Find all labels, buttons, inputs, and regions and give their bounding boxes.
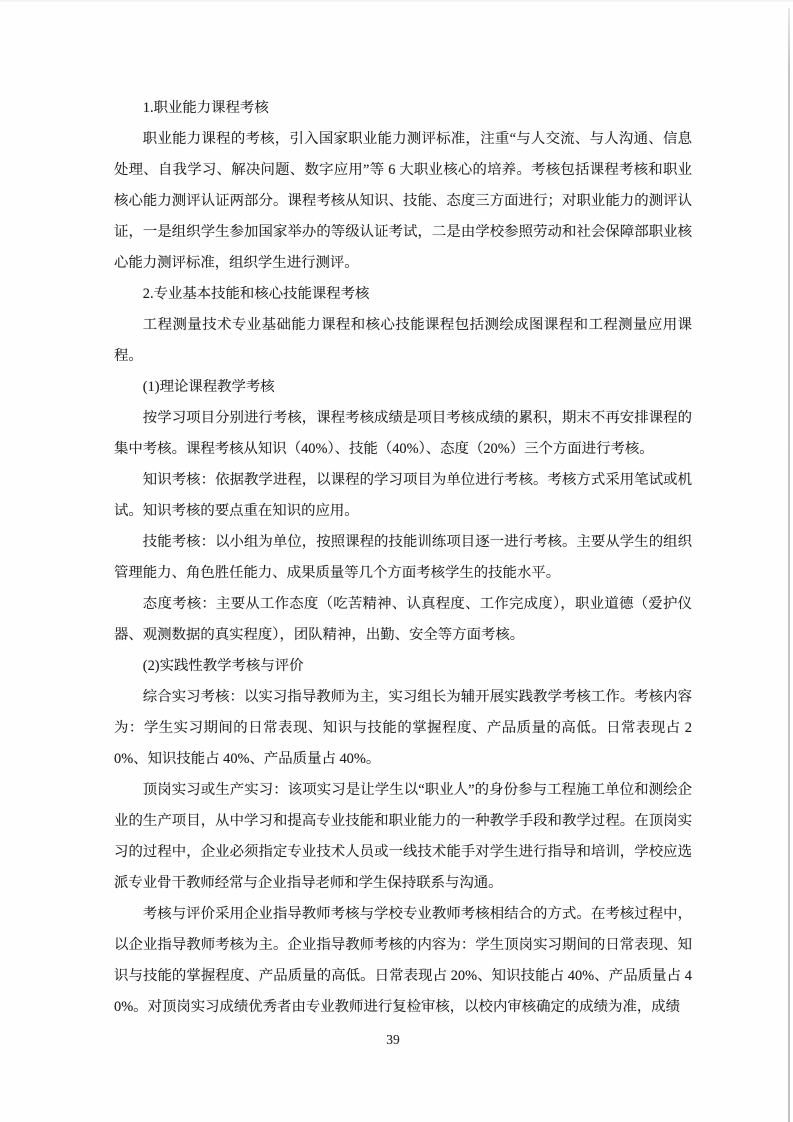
paragraph-body: 态度考核：主要从工作态度（吃苦精神、认真程度、工作完成度），职业道德（爱护仪器、观测数据的真实程度），团队精神，出勤、安全等方面考核。 [114,596,692,643]
paragraph-body: 知识考核：依据教学进程，以课程的学习项目为单位进行考核。考核方式采用笔试或机试。知识考核的要点重在知识的应用。 [114,472,692,519]
document-body [114,93,692,1023]
paragraph-sub-heading: (1)理论课程教学考核 [142,379,275,395]
scan-artifact-top-edge [0,0,793,3]
paragraph-body: 按学习项目分别进行考核，课程考核成绩是项目考核成绩的累积，期末不再安排课程的集中考核。课程考核从知识（40%）、技能（40%）、态度（20%）三个方面进行考核。 [114,410,692,457]
paragraph-body: 职业能力课程的考核，引入国家职业能力测评标准，注重“与人交流、与人沟通、信息处理、自我学习、解决问题、数字应用”等 6 大职业核心的培养。考核包括课程考核和职业核心能力测评认证两部分。课程考核从知识、技能、态度三方面进行；对职业能力的测评认证，一是组织学生参加国家举办的等级认证考试，二是由学校参照劳动和社会保障部职业核心能力测评标准，组织学生进行测评。 [114,131,692,271]
paragraph-numbered-heading: 2.专业基本技能和核心技能课程考核 [142,286,370,302]
paragraph-body: 综合实习考核：以实习指导教师为主，实习组长为辅开展实践教学考核工作。考核内容为：学生实习期间的日常表现、知识与技能的掌握程度、产品质量的高低。日常表现占 20%、知识技能占 40%、产品质量占 40%。 [114,689,692,767]
paragraph-body: 技能考核：以小组为单位，按照课程的技能训练项目逐一进行考核。主要从学生的组织管理能力、角色胜任能力、成果质量等几个方面考核学生的技能水平。 [114,534,692,581]
paragraph-sub-heading: (2)实践性教学考核与评价 [142,658,304,674]
paragraph-numbered-heading: 1.职业能力课程考核 [142,100,269,116]
paragraph-body: 考核与评价采用企业指导教师考核与学校专业教师考核相结合的方式。在考核过程中，以企业指导教师考核为主。企业指导教师考核的内容为：学生顶岗实习期间的日常表现、知识与技能的掌握程度、产品质量的高低。日常表现占 20%、知识技能占 40%、产品质量占 40%。对顶岗实习成绩优秀者由专业教师进行复检审核，以校内审核确定的成绩为准，成绩 [114,906,692,1015]
scan-artifact-right-edge [788,8,790,1122]
paragraph-body: 工程测量技术专业基础能力课程和核心技能课程包括测绘成图课程和工程测量应用课程。 [114,317,692,364]
paragraph-body: 顶岗实习或生产实习：该项实习是让学生以“职业人”的身份参与工程施工单位和测绘企业的生产项目，从中学习和提高专业技能和职业能力的一种教学手段和教学过程。在顶岗实习的过程中，企业必须指定专业技术人员或一线技术能手对学生进行指导和培训，学校应选派专业骨干教师经常与企业指导老师和学生保持联系与沟通。 [114,782,692,891]
page-number: 39 [386,1032,400,1047]
